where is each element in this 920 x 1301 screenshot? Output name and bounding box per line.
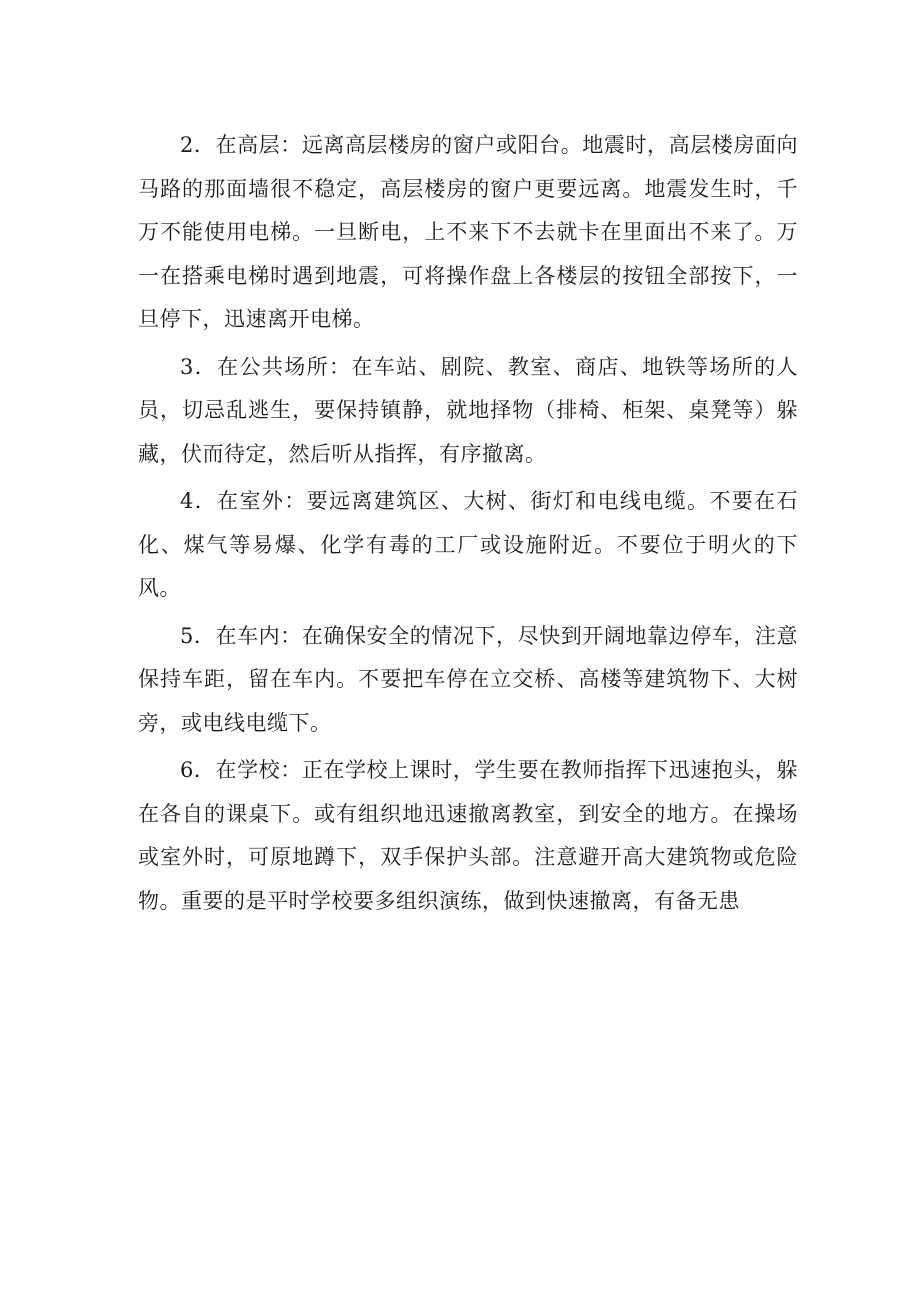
paragraph-at-school: 6．在学校：正在学校上课时，学生要在教师指挥下迅速抱头，躲在各自的课桌下。或有组织地迅速撤离教室，到安全的地方。在操场或室外时，可原地蹲下，双手保护头部。注意避开高大建筑物或危险物。重要的是平时学校要多组织演练，做到快速撤离，有备无患 — [138, 758, 798, 913]
paragraph-outdoors: 4．在室外：要远离建筑区、大树、街灯和电线电缆。不要在石化、煤气等易爆、化学有毒的工厂或设施附近。不要位于明火的下风。 — [138, 489, 798, 600]
paragraph-public-places: 3．在公共场所：在车站、剧院、教室、商店、地铁等场所的人员，切忌乱逃生，要保持镇静，就地择物（排椅、柜架、桌凳等）躲藏，伏而待定，然后听从指挥，有序撤离。 — [138, 354, 798, 466]
paragraph-in-vehicle: 5．在车内：在确保安全的情况下，尽快到开阔地靠边停车，注意保持车距，留在车内。不要把车停在立交桥、高楼等建筑物下、大树旁，或电线电缆下。 — [138, 623, 798, 735]
document-body — [138, 124, 798, 927]
paragraph-high-rise: 2．在高层：远离高层楼房的窗户或阳台。地震时，高层楼房面向马路的那面墙很不稳定，高层楼房的窗户更要远离。地震发生时，千万不能使用电梯。一旦断电，上不来下不去就卡在里面出不来了。万一在搭乘电梯时遇到地震，可将操作盘上各楼层的按钮全部按下，一旦停下，迅速离开电梯。 — [138, 133, 798, 331]
